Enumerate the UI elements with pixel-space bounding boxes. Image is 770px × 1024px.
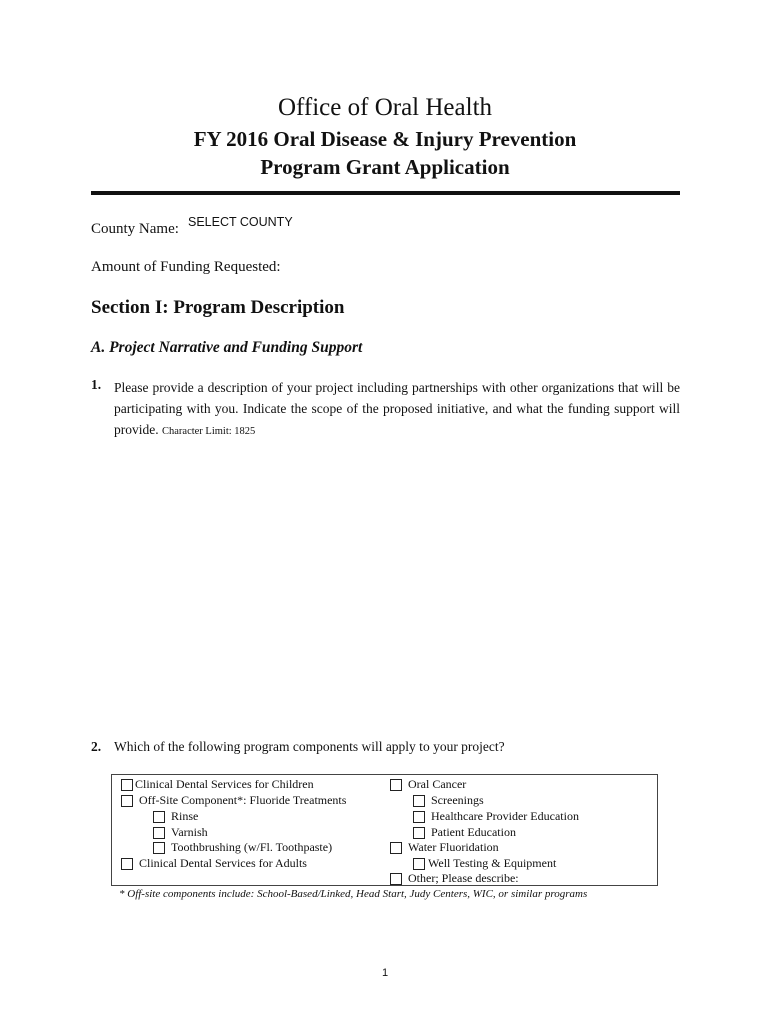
option-label: Patient Education: [431, 825, 516, 839]
option-other[interactable]: [390, 871, 519, 886]
page-number: 1: [381, 967, 389, 979]
subsection-heading: A. Project Narrative and Funding Support: [91, 339, 363, 356]
header-divider: [91, 191, 680, 195]
character-limit-note: Character Limit: 1825: [162, 426, 256, 437]
option-screenings[interactable]: [413, 793, 484, 808]
document-title: Office of Oral Health: [277, 94, 493, 121]
question-1-number: 1.: [91, 377, 102, 392]
option-offsite-fluoride[interactable]: [121, 793, 346, 808]
funding-requested-label: Amount of Funding Requested:: [91, 259, 281, 275]
checkbox[interactable]: [153, 811, 165, 823]
county-select[interactable]: SELECT COUNTY: [188, 215, 293, 229]
option-patient-education[interactable]: [413, 825, 516, 840]
checkbox[interactable]: [390, 842, 402, 854]
option-label: Clinical Dental Services for Children: [135, 777, 314, 791]
option-label: Water Fluoridation: [408, 840, 499, 854]
option-rinse[interactable]: [153, 809, 198, 824]
checkbox[interactable]: [121, 795, 133, 807]
option-label: Clinical Dental Services for Adults: [139, 856, 307, 870]
option-label: Varnish: [171, 825, 208, 839]
document-subtitle-line2: Program Grant Application: [260, 155, 510, 179]
option-toothbrushing[interactable]: [153, 840, 332, 855]
checkbox[interactable]: [153, 842, 165, 854]
option-well-testing[interactable]: [413, 856, 556, 871]
option-label: Toothbrushing (w/Fl. Toothpaste): [171, 840, 333, 854]
option-label: Oral Cancer: [408, 777, 467, 791]
document-subtitle-line1: FY 2016 Oral Disease & Injury Prevention: [193, 127, 577, 151]
option-label: Healthcare Provider Education: [431, 809, 579, 823]
option-varnish[interactable]: [153, 825, 208, 840]
question-2-number: 2.: [91, 739, 102, 754]
checkbox[interactable]: [121, 858, 133, 870]
option-oral-cancer[interactable]: [390, 777, 466, 792]
option-label: Well Testing & Equipment: [428, 856, 557, 870]
option-water-fluoridation[interactable]: [390, 840, 499, 855]
option-label: Screenings: [431, 793, 484, 807]
option-label: Off-Site Component*: Fluoride Treatments: [139, 793, 347, 807]
program-components-box: [111, 774, 658, 886]
checkbox[interactable]: [413, 795, 425, 807]
question-1-answer-field[interactable]: [114, 450, 680, 730]
question-1-prompt: Please provide a description of your project including partnerships with other organizations that will be participating with you. Indicate the scope of the proposed initiative, and what the funding support will provide.: [114, 380, 680, 437]
question-1-text: [114, 377, 680, 442]
checkbox[interactable]: [121, 779, 133, 791]
option-provider-education[interactable]: [413, 809, 579, 824]
option-clinical-adults[interactable]: [121, 856, 307, 871]
option-label: Rinse: [171, 809, 199, 823]
option-clinical-children[interactable]: [121, 777, 314, 792]
checkbox[interactable]: [413, 811, 425, 823]
checkbox[interactable]: [413, 858, 425, 870]
question-2-text: Which of the following program components will apply to your project?: [114, 739, 505, 754]
checkbox[interactable]: [390, 779, 402, 791]
checkbox[interactable]: [153, 827, 165, 839]
option-label: Other; Please describe:: [408, 871, 519, 885]
offsite-footnote: * Off-site components include: School-Based/Linked, Head Start, Judy Centers, WIC, or similar programs: [119, 888, 588, 900]
checkbox[interactable]: [390, 873, 402, 885]
section-heading: Section I: Program Description: [91, 297, 345, 318]
checkbox[interactable]: [413, 827, 425, 839]
county-name-label: County Name:: [91, 221, 179, 237]
